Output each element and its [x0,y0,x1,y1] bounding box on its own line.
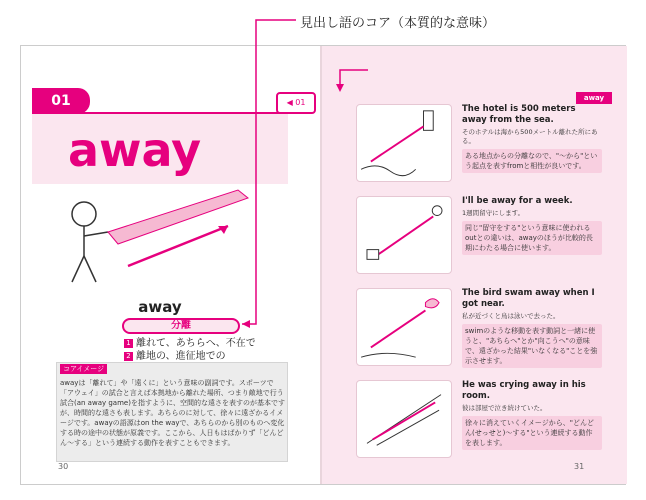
example-illustration [356,288,452,366]
core-tag: 分離 [122,318,240,334]
example-english: I'll be away for a week. [462,196,573,206]
entry-number: 01 [32,88,90,114]
example-translation: 彼は部屋で泣き続けていた。 [462,404,547,412]
meaning-marker: 2 [124,352,133,361]
house-icon [367,250,379,260]
page-number-right: 31 [574,462,585,471]
example-illustration [356,196,452,274]
hotel-icon [423,111,433,130]
example-illustration [356,380,452,458]
example-text [462,104,602,173]
example-3 [356,288,604,378]
headword: away [68,123,202,177]
meaning-marker: 1 [124,339,133,348]
page-number-left: 30 [58,462,69,471]
section-tab: away [576,92,612,104]
example-illustration [356,104,452,182]
audio-track-badge[interactable]: ◀ 01 [276,92,316,114]
example-text [462,196,602,255]
example-text [462,288,602,368]
stick-figure-icon [72,202,108,282]
example-english: The hotel is 500 meters away from the sea. [462,104,576,125]
core-illustration [38,186,288,296]
book-spine [320,46,322,484]
example-translation: 1週間留守にします。 [462,209,525,217]
bird-icon [425,299,439,308]
core-word: away [138,298,182,316]
core-image-title: コアイメージ [60,364,107,374]
example-english: He was crying away in his room. [462,380,586,401]
example-translation: 私が近づくと鳥は泳いで去った。 [462,312,560,320]
example-note: ある地点からの分離なので、"〜から"という起点を表すfromと相性が良いです。 [462,149,602,173]
example-note: swimのような移動を表す動詞と一緒に使うと、"あちらへ"とか"向こうへ"の意味で、遠ざかった結果"いなくなる"ことを強示させます。 [462,324,602,368]
example-1 [356,104,604,194]
example-2 [356,196,604,286]
example-note: 徐々に消えていくイメージから、"どんどん(せっせと)〜する"という連続する動作を表します。 [462,416,602,450]
person-icon [432,206,442,216]
meaning-text: 離地の、進征地での [136,351,226,362]
example-note: 同じ"留守をする"という意味に使われるoutとの違いは、awayのほうが比較的長期にわたる場合に使います。 [462,221,602,255]
callout-headword-core: 見出し語のコア（本質的な意味） [300,16,496,31]
example-text [462,380,602,450]
example-translation: そのホテルは海から500メートル離れた所にある。 [462,128,598,145]
core-image-text: awayは「離れて」や「遠くに」という意味の副詞です。スポーツで「アウェイ」の試合と言えば本拠地から離れた場所、つまり敵地で行う試合(an away game)を指すように、空間的な遠さを表すのが基本ですが、時間的な遠さも表します。あちらのに対して、徐々に遠ざかるイメージです。awayの語源はon the wayで、あちらのから別のものへ変化する時の途中の状態が原義です。ここから、人日もはばかりず「どんどん〜する」という連続する動作を表すこともできます。 [60,379,285,447]
example-4 [356,380,604,470]
example-english: The bird swam away when I got near. [462,288,595,309]
meaning-text: 離れて、あちらへ、不在で [136,338,256,349]
meaning-2 [124,347,226,362]
beam-shape [108,190,248,244]
